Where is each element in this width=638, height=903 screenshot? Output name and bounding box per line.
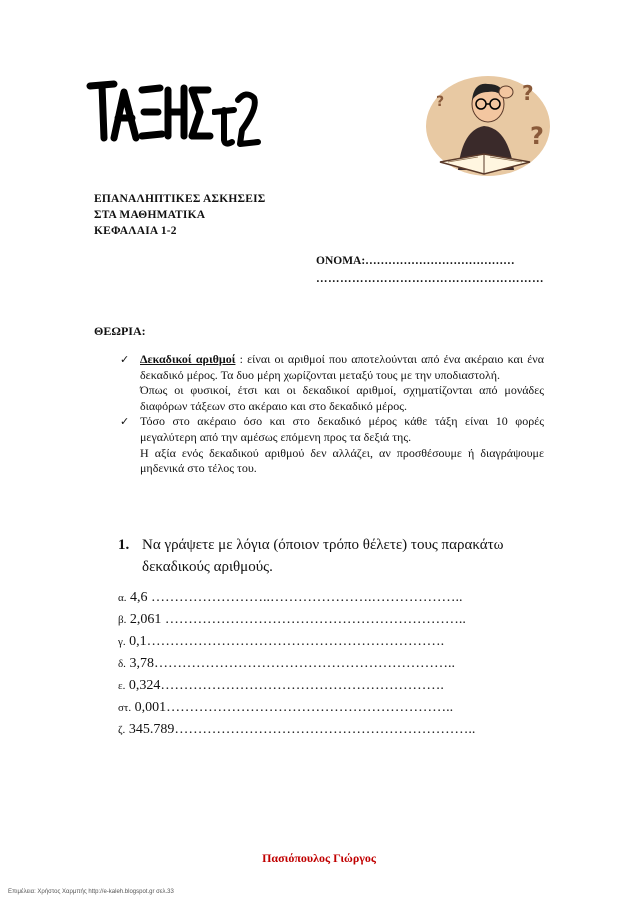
item-value: 345.789 — [125, 722, 175, 737]
class-title-handwritten-suffix — [212, 86, 262, 150]
svg-text:?: ? — [522, 81, 534, 105]
answer-line[interactable]: ……………………………………………………….. — [153, 656, 455, 671]
item-value: 0,001 — [131, 700, 167, 715]
item-label: ζ. — [118, 724, 126, 736]
checkmark-icon: ✓ — [120, 353, 130, 366]
item-label: στ. — [118, 702, 132, 714]
bullet-1-text: : είναι οι αριθμοί που αποτελούνται από ένα ακέραιο και ένα δεκαδικό μέρος. Τα δυο μέρη χωρίζονται μεταξύ τους με την υποδιαστολή. — [140, 352, 544, 382]
item-value: 4,6 — [126, 590, 152, 605]
exercise-instruction: Να γράψετε με λόγια (όποιον τρόπο θέλετε) τους παρακάτω δεκαδικούς αριθμούς. — [142, 537, 504, 575]
item-label: δ. — [118, 658, 126, 670]
bullet-2-text: Τόσο στο ακέραιο όσο και στο δεκαδικό μέρος κάθε τάξη είναι 10 φορές μεγαλύτερη από την αμέσως επόμενη προς τα δεξιά της. — [140, 414, 544, 444]
exercise-item — [118, 609, 475, 631]
answer-line[interactable]: …………………………………………………….. — [166, 700, 454, 715]
answer-line[interactable]: ……………………………………………………. — [160, 678, 444, 693]
name-field-label: ΟΝΟΜΑ:………………………………… — [316, 255, 515, 267]
exercise-item — [118, 719, 475, 741]
answer-line[interactable]: ……………………………………………………….. — [174, 722, 476, 737]
bullet-2-extra: Η αξία ενός δεκαδικού αριθμού δεν αλλάζει, αν προσθέσουμε ή διαγράψουμε μηδενικά στο τέλος του. — [140, 445, 544, 476]
exercise-item — [118, 675, 475, 697]
theory-bullets — [120, 352, 544, 477]
answer-line[interactable]: ……………………..………………….……………….. — [151, 590, 463, 605]
item-label: γ. — [118, 636, 126, 648]
exercise-number: 1. — [118, 537, 130, 553]
theory-title: ΘΕΩΡΙΑ: — [94, 324, 146, 338]
item-label: ε. — [118, 680, 126, 692]
term-decimal-numbers: Δεκαδικοί αριθμοί — [140, 352, 236, 366]
item-value: 2,061 — [126, 612, 165, 627]
worksheet-heading — [94, 191, 265, 239]
bullet-1-paragraph — [140, 352, 544, 383]
item-value: 3,78 — [125, 656, 154, 671]
answer-line[interactable]: ………………………………………………………. — [146, 634, 445, 649]
heading-line-2: ΣΤΑ ΜΑΘΗΜΑΤΙΚΑ — [94, 209, 206, 221]
footer-credit: Επιμέλεια: Χρήστος Χαρμπής http://e-kaleh.blogspot.gr σελ.33 — [8, 889, 174, 895]
bullet-1-extra: Όπως οι φυσικοί, έτσι και οι δεκαδικοί αριθμοί, σχηματίζονται από μονάδες διαφόρων τάξεων στο ακέραιο και στο δεκαδικό μέρος. — [140, 383, 544, 413]
name-field-line: ………………………………………………… — [316, 273, 544, 285]
item-label: β. — [118, 614, 127, 626]
svg-text:?: ? — [436, 94, 445, 110]
heading-line-3: ΚΕΦΑΛΑΙΑ 1-2 — [94, 225, 177, 237]
exercise-item — [118, 653, 475, 675]
exercise-items — [118, 587, 475, 741]
checkmark-icon: ✓ — [120, 415, 130, 429]
exercise-item — [118, 631, 475, 653]
heading-line-1: ΕΠΑΝΑΛΗΠΤΙΚΕΣ ΑΣΚΗΣΕΙΣ — [94, 193, 266, 205]
teacher-reading-illustration — [418, 70, 552, 182]
answer-line[interactable]: ……………………………………………………….. — [164, 612, 466, 627]
exercise-item — [118, 587, 475, 609]
theory-bullet-1 — [120, 352, 544, 414]
theory-bullet-2 — [120, 414, 544, 476]
item-value: 0,324 — [125, 678, 161, 693]
svg-text:?: ? — [530, 122, 544, 150]
item-value: 0,1 — [125, 634, 147, 649]
exercise-item — [118, 697, 475, 719]
class-title-handwritten — [84, 74, 224, 148]
exercise-1 — [118, 534, 548, 578]
item-label: α. — [118, 592, 127, 604]
author-name: Πασιόπουλος Γιώργος — [262, 851, 376, 865]
